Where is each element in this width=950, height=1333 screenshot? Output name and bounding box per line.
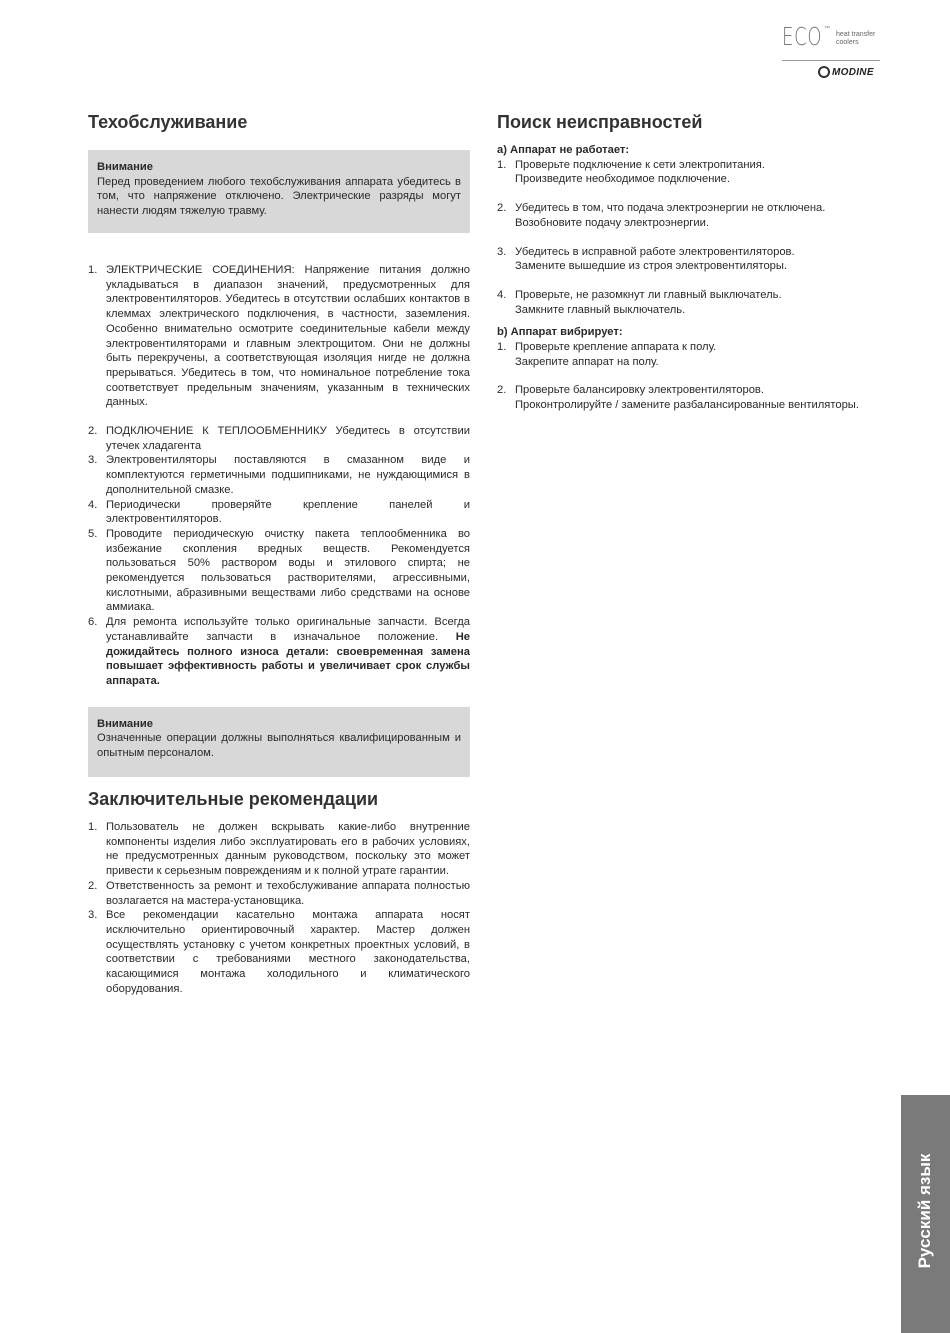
item-number: 2. — [497, 384, 507, 397]
eco-tagline — [836, 31, 875, 47]
modine-wordmark: MODINE — [832, 66, 874, 78]
item-number: 2. — [88, 879, 98, 892]
section-b-item-2 — [497, 383, 879, 412]
item-text: Для ремонта используйте только оригинальные запчасти. Всегда устанавливайте запчасти в изначальное положение. — [106, 616, 470, 643]
maintenance-section — [88, 111, 470, 777]
item-check: Проверьте балансировку электровентиляторов. — [515, 384, 764, 397]
warning-box-1 — [88, 150, 470, 233]
maintenance-item-3 — [88, 453, 470, 497]
item-text: Периодически проверяйте крепление панелей и электровентиляторов. — [106, 498, 470, 526]
item-text: ЭЛЕКТРИЧЕСКИЕ СОЕДИНЕНИЯ: Напряжение питания должно укладываться в диапазон значений, предусмотренных для электровентиляторов. Убедитесь в отсутствии ослабших контактов в клеммах электрического подключения, в частности, заземления. Особенно внимательно осмотрите соединительные кабели между электровентиляторами и главным электрощитом. Они не должны быть перекручены, а соответствующая изоляция нигде не должна прерываться. Убедитесь в том, что номинальное потребление тока соответствует предельным значениям, указанным в технических данных. — [106, 264, 470, 409]
item-number: 2. — [497, 202, 507, 215]
warning-2-text: Означенные операции должны выполняться квалифицированным и опытным персоналом. — [97, 732, 461, 760]
eco-tagline-line1: heat transfer — [836, 31, 876, 38]
item-bold-note: Не дожидайтесь полного износа детали: своевременная замена повышает эффективность работы и увеличивает срок службы аппарата. — [106, 630, 470, 687]
language-tab-label: Русский язык — [915, 1153, 934, 1269]
item-number: 4. — [88, 498, 98, 511]
section-a-item-4 — [497, 288, 879, 317]
item-remedy: Замкните главный выключатель. — [515, 303, 686, 316]
item-number: 4. — [497, 288, 507, 301]
maintenance-list — [88, 263, 470, 689]
item-remedy: Возобновите подачу электроэнергии. — [515, 216, 709, 229]
eco-tagline-line2: coolers — [836, 39, 859, 46]
final-item-3 — [88, 908, 470, 996]
final-recommendations-title: Заключительные рекомендации — [88, 789, 379, 809]
language-tab — [901, 1095, 950, 1333]
eco-logo — [782, 22, 882, 52]
section-a — [497, 143, 879, 317]
eco-modine-logo — [782, 22, 882, 88]
item-number: 6. — [88, 616, 98, 629]
maintenance-item-2 — [88, 424, 470, 453]
warning-box-2 — [88, 707, 470, 777]
item-text: Электровентиляторы поставляются в смазанном виде и комплектуются герметичными подшипниками, не нуждающимися в дополнительной смазке. — [106, 454, 470, 496]
section-b-title: b) Аппарат вибрирует: — [497, 326, 623, 339]
item-check: Проверьте крепление аппарата к полу. — [515, 341, 717, 354]
item-remedy: Произведите необходимое подключение. — [515, 173, 730, 186]
item-remedy: Закрепите аппарат на полу. — [515, 355, 659, 368]
item-number: 1. — [497, 158, 507, 171]
final-recommendations-section — [88, 788, 470, 996]
warning-1-title: Внимание — [97, 161, 153, 173]
modine-mark-icon — [818, 66, 830, 78]
item-number: 1. — [88, 264, 98, 276]
item-text: ПОДКЛЮЧЕНИЕ К ТЕПЛООБМЕННИКУ Убедитесь в отсутствии утечек хладагента — [106, 425, 470, 452]
item-number: 5. — [88, 527, 98, 540]
item-check: Проверьте, не разомкнут ли главный выключатель. — [515, 288, 782, 301]
item-remedy: Замените вышедшие из строя электровентиляторы. — [515, 260, 788, 273]
troubleshooting-title: Поиск неисправностей — [497, 112, 703, 132]
maintenance-item-4 — [88, 498, 470, 527]
logo-divider — [782, 60, 880, 61]
trademark-symbol: ™ — [824, 26, 830, 32]
final-item-2 — [88, 879, 470, 908]
troubleshooting-section — [497, 111, 879, 413]
maintenance-item-1 — [88, 263, 470, 410]
item-number: 1. — [497, 341, 507, 354]
item-number: 1. — [88, 821, 98, 833]
item-check: Проверьте подключение к сети электропитания. — [515, 158, 765, 171]
item-remedy: Проконтролируйте / замените разбалансированные вентиляторы. — [515, 399, 859, 412]
warning-1-text: Перед проведением любого техобслуживания аппарата убедитесь в том, что напряжение отключено. Электрические разряды могут нанести людям тяжелую травму. — [97, 175, 461, 218]
warning-2-title: Внимание — [97, 717, 153, 730]
item-check: Убедитесь в том, что подача электроэнергии не отключена. — [515, 202, 826, 215]
item-text: Пользователь не должен вскрывать какие-либо внутренние компоненты изделия либо эксплуатировать его в рабочих условиях, не предусмотренных данным руководством, поскольку это может привести к серьезным повреждениям и к полной утрате гарантии. — [106, 821, 470, 878]
item-number: 2. — [88, 425, 98, 438]
item-text: Проводите периодическую очистку пакета теплообменника во избежание скопления вредных веществ. Рекомендуется пользоваться 50% раствором воды и этилового спирта; не рекомендуется пользоваться растворителями, агрессивными, кислотными, абразивными веществами либо средствами на основе аммиака. — [106, 527, 470, 614]
section-a-item-2 — [497, 201, 879, 230]
section-b-item-1 — [497, 340, 879, 369]
section-b — [497, 325, 879, 413]
item-check: Убедитесь в исправной работе электровентиляторов. — [515, 245, 795, 258]
modine-logo — [818, 66, 874, 78]
eco-wordmark: ECO — [782, 22, 823, 51]
maintenance-item-6 — [88, 615, 470, 689]
maintenance-title: Техобслуживание — [88, 112, 248, 132]
final-list — [88, 820, 470, 996]
section-a-item-3 — [497, 245, 879, 274]
item-text: Ответственность за ремонт и техобслуживание аппарата полностью возлагается на мастера-установщика. — [106, 879, 470, 907]
final-item-1 — [88, 820, 470, 879]
section-a-title: a) Аппарат не работает: — [497, 144, 630, 156]
maintenance-item-5 — [88, 527, 470, 615]
item-number: 3. — [88, 909, 98, 922]
item-text: Все рекомендации касательно монтажа аппарата носят исключительно ориентировочный характер. Мастер должен осуществлять установку с учетом конкретных проектных условий, в соответствии с требованиями местного законодательства, касающимися монтажа холодильного и климатического оборудования. — [106, 909, 470, 995]
item-number: 3. — [497, 245, 507, 258]
section-a-item-1 — [497, 158, 879, 187]
item-number: 3. — [88, 454, 98, 467]
